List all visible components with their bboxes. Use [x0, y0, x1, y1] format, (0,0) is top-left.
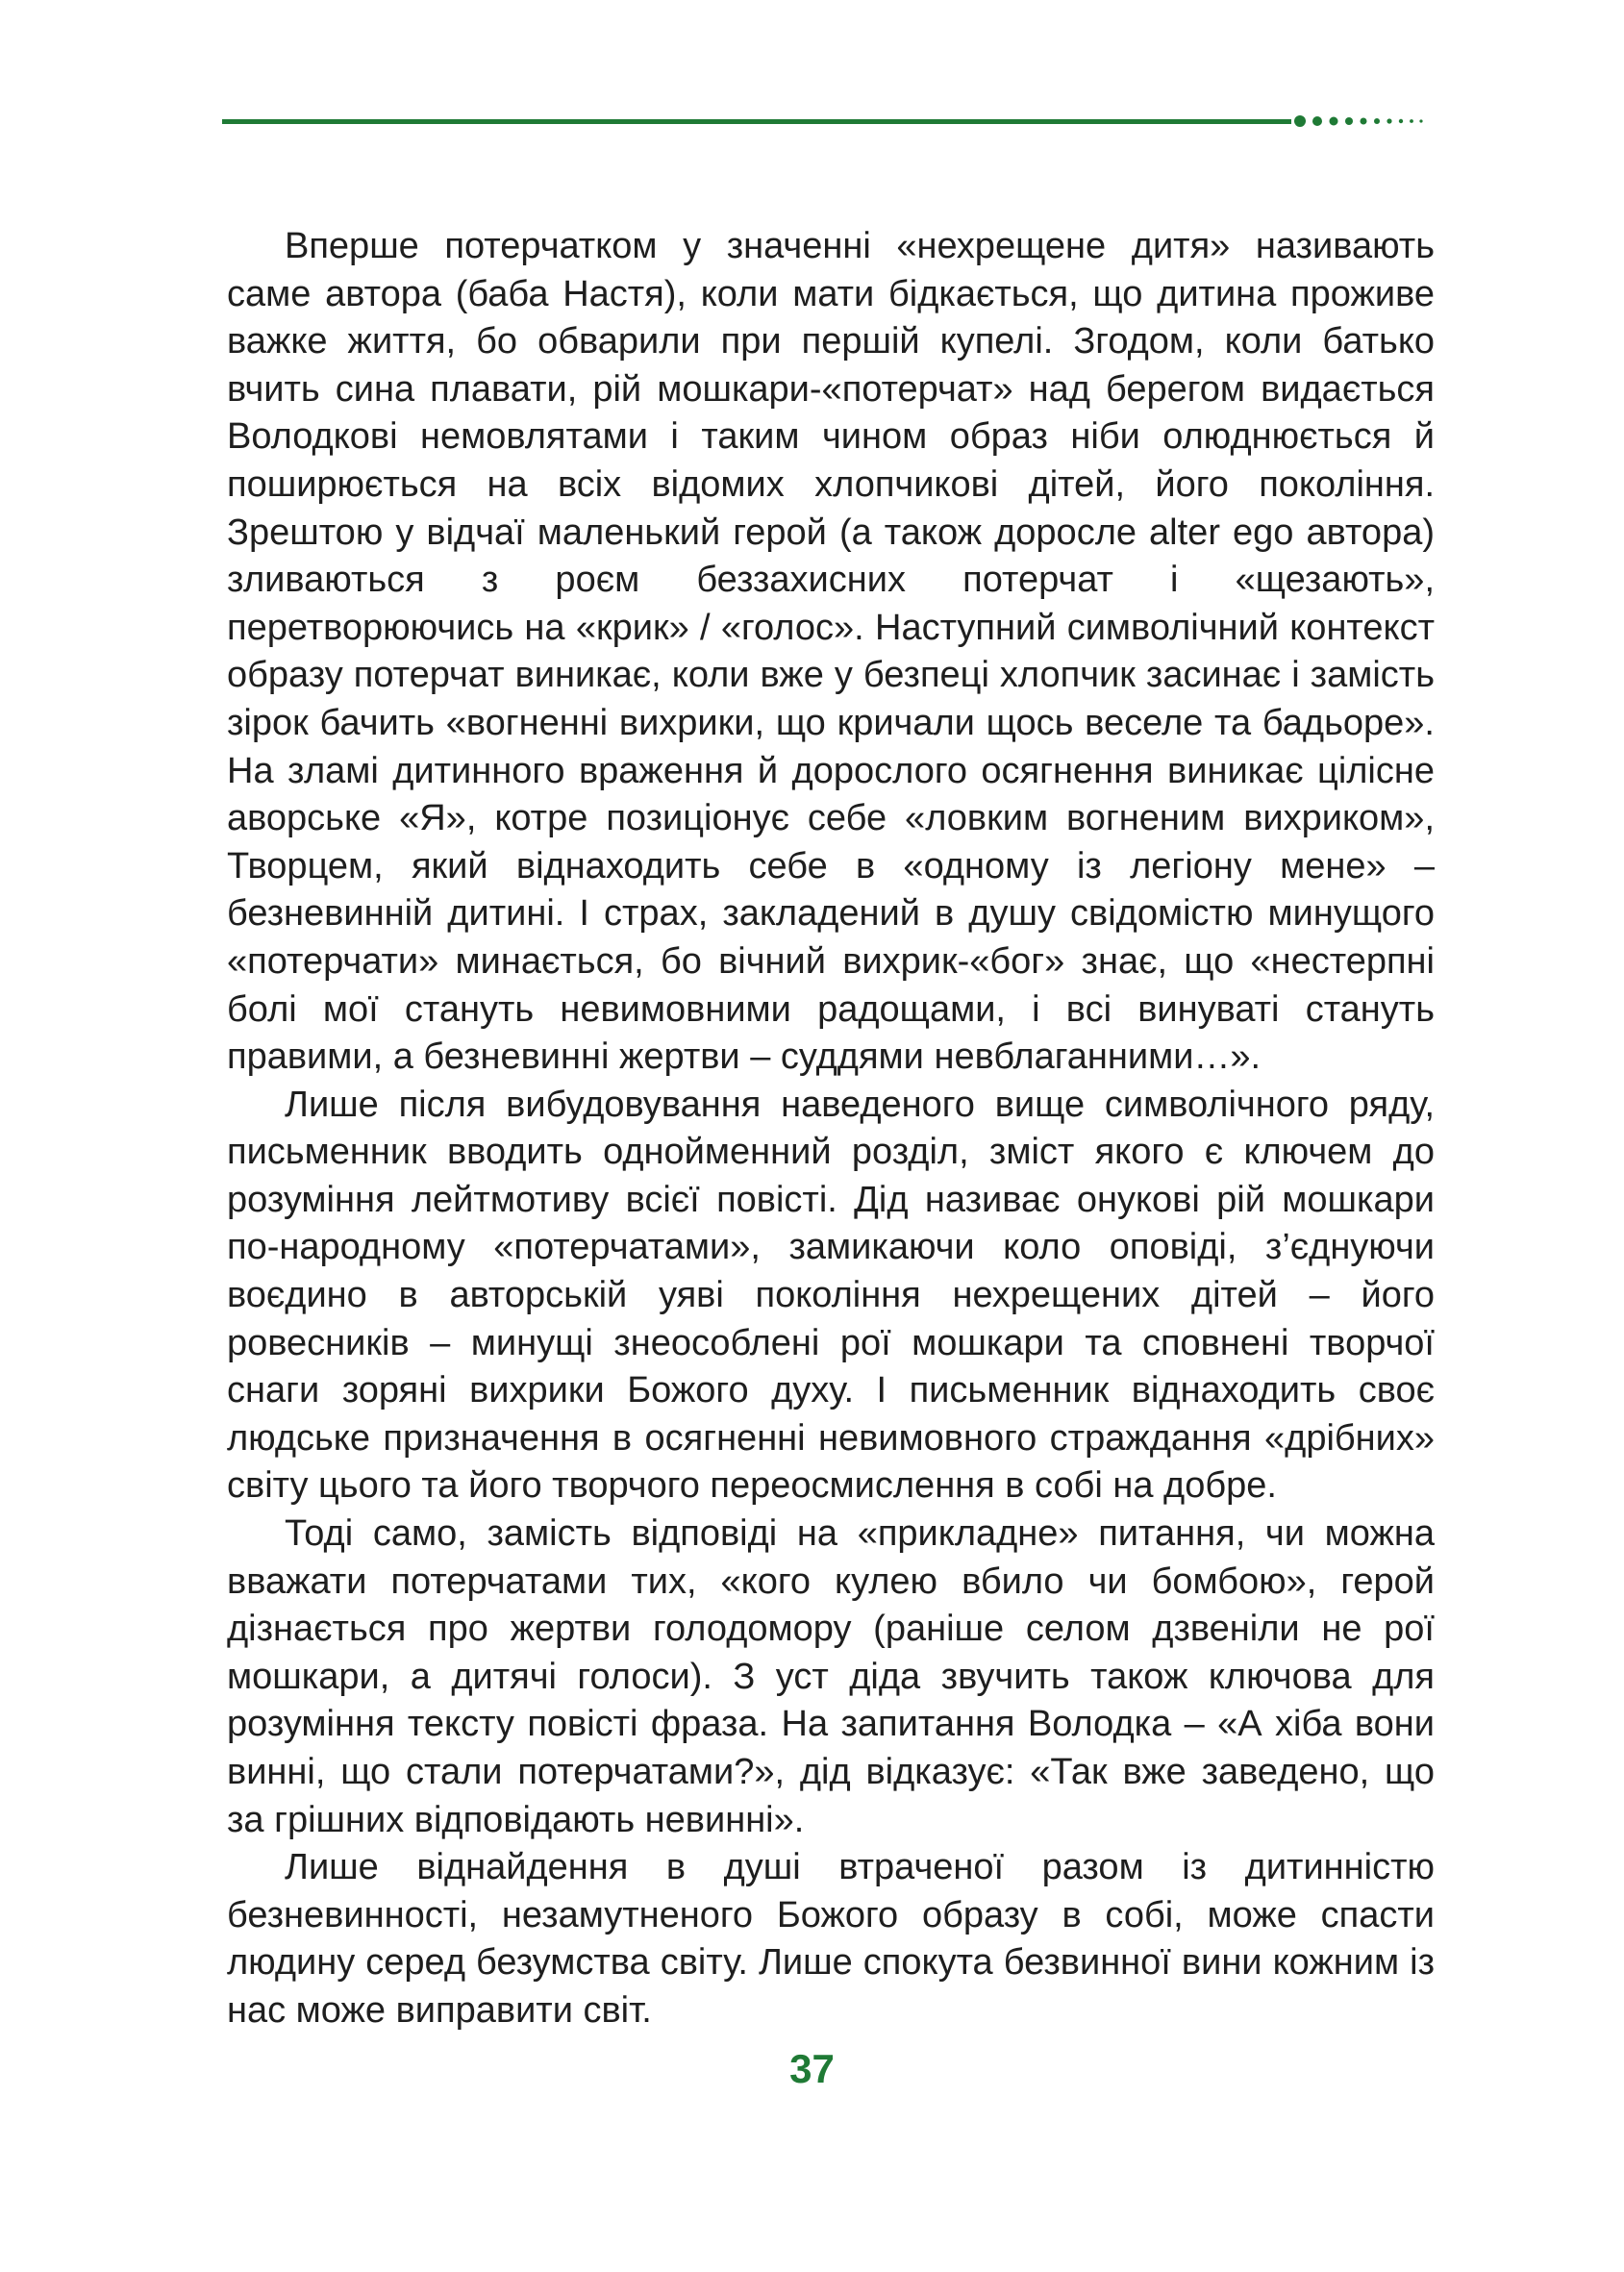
- paragraph-4: Лише віднайдення в душі втраченої разом із дитинністю безневинності, незамутненого Божого образу в собі, може спасти людину серед безумства світу. Лише спокута безвинної вини кожним із нас може виправити світ.: [227, 1847, 1435, 2031]
- header-dots-ornament: [1294, 113, 1429, 129]
- paragraph-3: Тоді само, замість відповіді на «прикладне» питання, чи можна вважати потерчатами тих, «кого кулею вбило чи бомбою», герой дізнається про жертви голодомору (раніше селом дзвеніли не рої мошкари, а дитячі голоси). З уст діда звучить також ключова для розуміння тексту повісті фраза. На запитання Володка – «А хіба вони винні, що стали потерчатами?», дід відказує: «Так вже заведено, що за грішних відповідають невинні».: [227, 1513, 1435, 1840]
- header-rule: [222, 119, 1291, 124]
- page-number: 37: [789, 2046, 835, 2091]
- paragraph-2: Лише після вибудовування наведеного вище символічного ряду, письменник вводить однойменний розділ, зміст якого є ключем до розуміння лейтмотиву всієї повісті. Дід називає онукові рій мошкари по-народному «потерчатами», замикаючи коло оповіді, з’єднуючи воєдино в авторській уяві покоління нехрещених дітей – його ровесників – минущі знеособлені рої мошкари та сповнені творчої снаги зоряні вихрики Божого духу. І письменник віднаходить своє людське призначення в осягненні невимовного страждання «дрібних» світу цього та його творчого переосмислення в собі на добре.: [227, 1084, 1435, 1507]
- main-text: [227, 223, 1435, 2035]
- paragraph-1: Вперше потерчатком у значенні «нехрещене дитя» називають саме автора (баба Настя), коли мати бідкається, що дитина проживе важке життя, бо обварили при першій купелі. Згодом, коли батько вчить сина плавати, рій мошкари-«потерчат» над берегом видається Володкові немовлятами і таким чином образ ніби олюднюється й поширюється на всіх відомих хлопчикові дітей, його покоління. Зрештою у відчаї маленький герой (а також доросле alter ego автора) зливаються з роєм беззахисних потерчат і «щезають», перетворюючись на «крик» / «голос». Наступний символічний контекст образу потерчат виникає, коли вже у безпеці хлопчик засинає і замість зірок бачить «вогненні вихрики, що кричали щось веселе та бадьоре». На зламі дитинного враження й дорослого осягнення виникає цілісне аворське «Я», котре позиціонує себе «ловким вогненим вихриком», Творцем, який віднаходить себе в «одному із легіону мене» – безневинній дитині. І страх, закладений в душу свідомістю минущого «потерчати» минається, бо вічний вихрик-«бог» знає, що «нестерпні болі мої стануть невимовними радощами, і всі винуваті стануть правими, а безневинні жертви – суддями невблаганними…».: [227, 226, 1435, 1078]
